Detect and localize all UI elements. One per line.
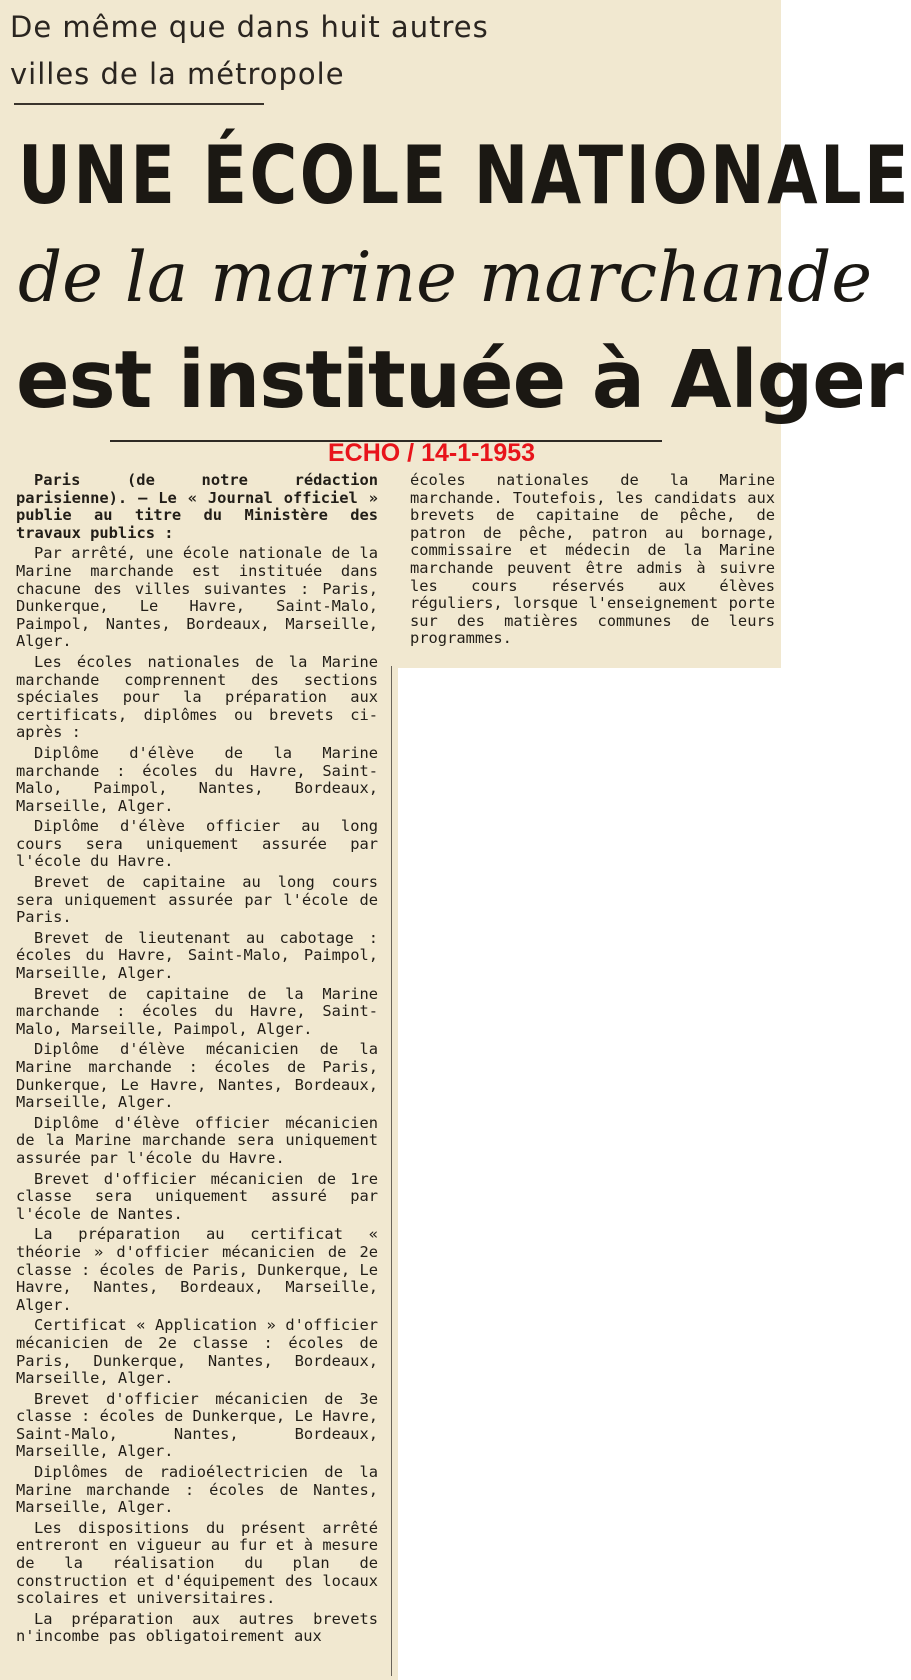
paragraph: Diplôme d'élève mécanicien de la Marine marchande : écoles de Paris, Dunkerque, Le Havre, Nantes, Bordeaux, Marseille, Alger. [16,1040,378,1112]
paragraph: La préparation au certificat « théorie » d'officier mécanicien de 2e classe : écoles de Paris, Dunkerque, Le Havre, Nantes, Bordeaux, Marseille, Alger. [16,1225,378,1314]
kicker [10,4,570,98]
article-right-column [410,472,775,651]
column-divider [391,666,392,1676]
paragraph: Brevet d'officier mécanicien de 1re classe sera uniquement assuré par l'école de Nantes. [16,1169,378,1223]
paragraph: Diplômes de radioélectricien de la Marine marchande : écoles de Nantes, Marseille, Alger. [16,1463,378,1517]
paragraph: Les dispositions du présent arrêté entreront en vigueur au fur et à mesure de la réalisation du plan de construction et d'équipement des locaux scolaires et universitaires. [16,1518,378,1608]
kicker-line-2: villes de la métropole [10,57,345,91]
paragraph: Brevet d'officier mécanicien de 3e classe : écoles de Dunkerque, Le Havre, Saint-Malo, Nantes, Bordeaux, Marseille, Alger. [16,1389,378,1461]
paragraph: Brevet de capitaine au long cours sera uniquement assurée par l'école de Paris. [16,873,378,927]
paragraph: écoles nationales de la Marine marchande. Toutefois, les candidats aux brevets de capitaine de pêche, de patron de pêche, patron au bornage, commissaire et médecin de la Marine marchande peuvent être admis à suivre les cours réservés aux élèves réguliers, lorsque l'enseignement porte sur des matières communes de leurs programmes. [410,471,775,648]
paragraph: Brevet de capitaine de la Marine marchande : écoles du Havre, Saint-Malo, Marseille, Paimpol, Alger. [16,984,378,1038]
paragraph: Diplôme d'élève officier au long cours sera uniquement assurée par l'école du Havre. [16,817,378,871]
headline-line-2: de la marine marchande [18,238,873,318]
paragraph: Certificat « Application » d'officier mécanicien de 2e classe : écoles de Paris, Dunkerque, Nantes, Bordeaux, Marseille, Alger. [16,1316,378,1388]
kicker-divider [14,103,264,105]
headline-line-3: est instituée à Alger [16,334,903,426]
kicker-line-1: De même que dans huit autres [10,10,489,44]
paragraph: Les écoles nationales de la Marine marchande comprennent des sections spéciales pour la préparation aux certificats, diplômes ou brevets ci-après : [16,652,378,742]
source-stamp: ECHO / 14-1-1953 [328,439,536,467]
paragraph: Diplôme d'élève de la Marine marchande : écoles du Havre, Saint-Malo, Paimpol, Nantes, Bordeaux, Marseille, Alger. [16,743,378,815]
paragraph: Paris (de notre rédaction parisienne). — Le « Journal officiel » publie au titre du Ministère des travaux publics : [16,471,378,542]
paragraph: Diplôme d'élève officier mécanicien de la Marine marchande sera uniquement assurée par l'école du Havre. [16,1113,378,1167]
headline-line-1: UNE ÉCOLE NATIONALE [18,129,911,222]
paragraph: Brevet de lieutenant au cabotage : écoles du Havre, Saint-Malo, Paimpol, Marseille, Alger. [16,928,378,983]
article-left-column [16,472,378,1649]
paragraph: La préparation aux autres brevets n'incombe pas obligatoirement aux [16,1609,378,1646]
paragraph: Par arrêté, une école nationale de la Marine marchande est instituée dans chacune des villes suivantes : Paris, Dunkerque, Le Havre, Saint-Malo, Paimpol, Nantes, Bordeaux, Marseille, Alger. [16,544,378,651]
